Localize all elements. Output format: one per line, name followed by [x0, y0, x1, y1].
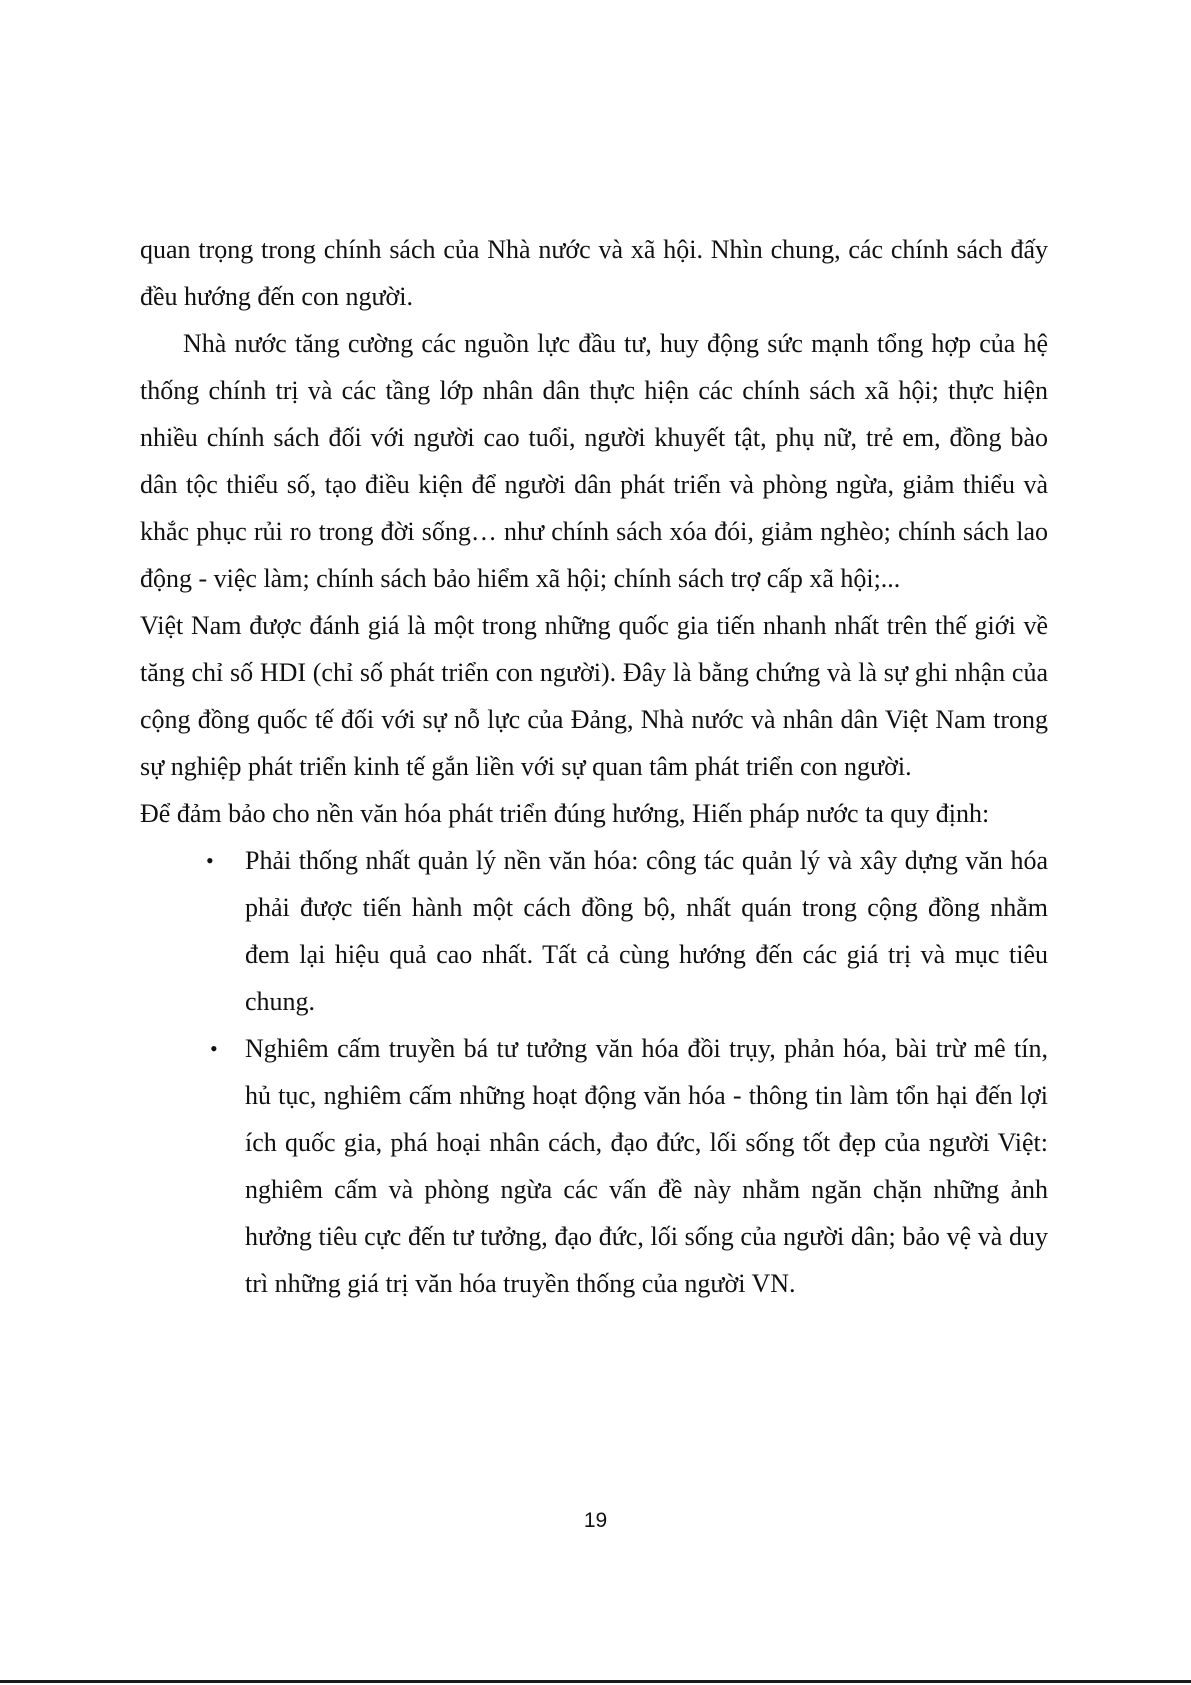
bullet-dot-icon: • [206, 848, 214, 873]
page-number: 19 [583, 1509, 608, 1532]
bullet-text: Phải thống nhất quản lý nền văn hóa: công tác quản lý và xây dựng văn hóa phải được tiến hành một cách đồng bộ, nhất quán trong cộng đồng nhằm đem lại hiệu quả cao nhất. Tất cả cùng hướng đến các giá trị và mục tiêu chung. [245, 846, 1048, 1016]
page-body [140, 226, 1048, 1307]
paragraph-hdi: Việt Nam được đánh giá là một trong những quốc gia tiến nhanh nhất trên thế giới về tăng chỉ số HDI (chỉ số phát triển con người). Đây là bằng chứng và là sự ghi nhận của cộng đồng quốc tế đối với sự nỗ lực của Đảng, Nhà nước và nhân dân Việt Nam trong sự nghiệp phát triển kinh tế gắn liền với sự quan tâm phát triển con người. [140, 611, 1048, 781]
bullet-dot-icon: • [210, 1036, 218, 1061]
paragraph-constitution-intro: Để đảm bảo cho nền văn hóa phát triển đúng hướng, Hiến pháp nước ta quy định: [140, 799, 990, 828]
paragraph-social-policy: Nhà nước tăng cường các nguồn lực đầu tư, huy động sức mạnh tổng hợp của hệ thống chính trị và các tầng lớp nhân dân thực hiện các chính sách xã hội; thực hiện nhiều chính sách đối với người cao tuổi, người khuyết tật, phụ nữ, trẻ em, đồng bào dân tộc thiểu số, tạo điều kiện để người dân phát triển và phòng ngừa, giảm thiểu và khắc phục rủi ro trong đời sống… như chính sách xóa đói, giảm nghèo; chính sách lao động - việc làm; chính sách bảo hiểm xã hội; chính sách trợ cấp xã hội;... [140, 329, 1048, 593]
bullet-text: Nghiêm cấm truyền bá tư tưởng văn hóa đồi trụy, phản hóa, bài trừ mê tín, hủ tục, nghiêm cấm những hoạt động văn hóa - thông tin làm tổn hại đến lợi ích quốc gia, phá hoại nhân cách, đạo đức, lối sống tốt đẹp của người Việt: nghiêm cấm và phòng ngừa các vấn đề này nhằm ngăn chặn những ảnh hưởng tiêu cực đến tư tưởng, đạo đức, lối sống của người dân; bảo vệ và duy trì những giá trị văn hóa truyền thống của người VN. [245, 1034, 1048, 1298]
footer-divider [0, 1680, 1191, 1683]
bullet-item-prohibition [140, 1025, 1048, 1307]
bullet-item-unified-management [140, 837, 1048, 1025]
paragraph-continuation: quan trọng trong chính sách của Nhà nước và xã hội. Nhìn chung, các chính sách đấy đều hướng đến con người. [140, 235, 1048, 311]
constitution-bullet-list [140, 837, 1048, 1307]
